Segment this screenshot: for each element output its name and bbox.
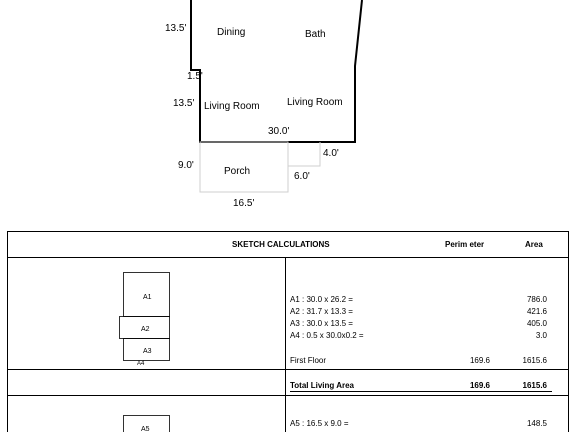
area-row-label: A1 : 30.0 x 26.2 =: [290, 295, 353, 304]
total-area: 1615.6: [522, 381, 547, 390]
area-row-label: A5 : 16.5 x 9.0 =: [290, 419, 349, 428]
area-row-value: 148.5: [526, 419, 547, 428]
area-row-value: 405.0: [526, 319, 547, 328]
floor-subtotal-perimeter: 169.6: [469, 356, 490, 365]
dimension-porch-bottom: 16.5': [233, 198, 255, 209]
notch-outline: [288, 142, 320, 166]
col-header-area: Area: [525, 240, 543, 249]
house-outline: [191, 0, 362, 142]
dimension-step: 1.5': [187, 71, 203, 82]
dimension-porch-left: 9.0': [178, 160, 194, 171]
col-header-perimeter: Perim eter: [445, 240, 485, 249]
mini-label-a3: A3: [143, 348, 152, 355]
area-row-value: 421.6: [526, 307, 547, 316]
area-row-value: 3.0: [535, 331, 547, 340]
calc-table-border: [8, 232, 569, 433]
area-row-value: 786.0: [526, 295, 547, 304]
calc-title: SKETCH CALCULATIONS: [232, 240, 330, 249]
mini-label-a2: A2: [141, 326, 150, 333]
total-living-area-label: Total Living Area: [290, 381, 355, 390]
mini-label-a5: A5: [141, 426, 150, 433]
dimension-mid-left: 13.5': [173, 98, 195, 109]
dimension-top-left: 13.5': [165, 23, 187, 34]
dimension-notch-bottom: 6.0': [294, 171, 310, 182]
total-perimeter: 169.6: [469, 381, 490, 390]
room-label-living-left: Living Room: [204, 101, 260, 112]
room-label-bath: Bath: [305, 29, 326, 40]
area-row-label: A3 : 30.0 x 13.5 =: [290, 319, 353, 328]
dimension-bottom: 30.0': [268, 126, 290, 137]
dimension-notch-side: 4.0': [323, 148, 339, 159]
room-label-porch: Porch: [224, 166, 251, 177]
mini-label-a1: A1: [143, 294, 152, 301]
room-label-dining: Dining: [217, 27, 246, 38]
mini-label-a4: A4: [137, 361, 145, 367]
area-row-label: A4 : 0.5 x 30.0x0.2 =: [290, 331, 364, 340]
room-label-living-right: Living Room: [287, 97, 343, 108]
floor-subtotal-area: 1615.6: [522, 356, 547, 365]
area-row-label: A2 : 31.7 x 13.3 =: [290, 307, 353, 316]
floor-subtotal-label: First Floor: [290, 356, 326, 365]
